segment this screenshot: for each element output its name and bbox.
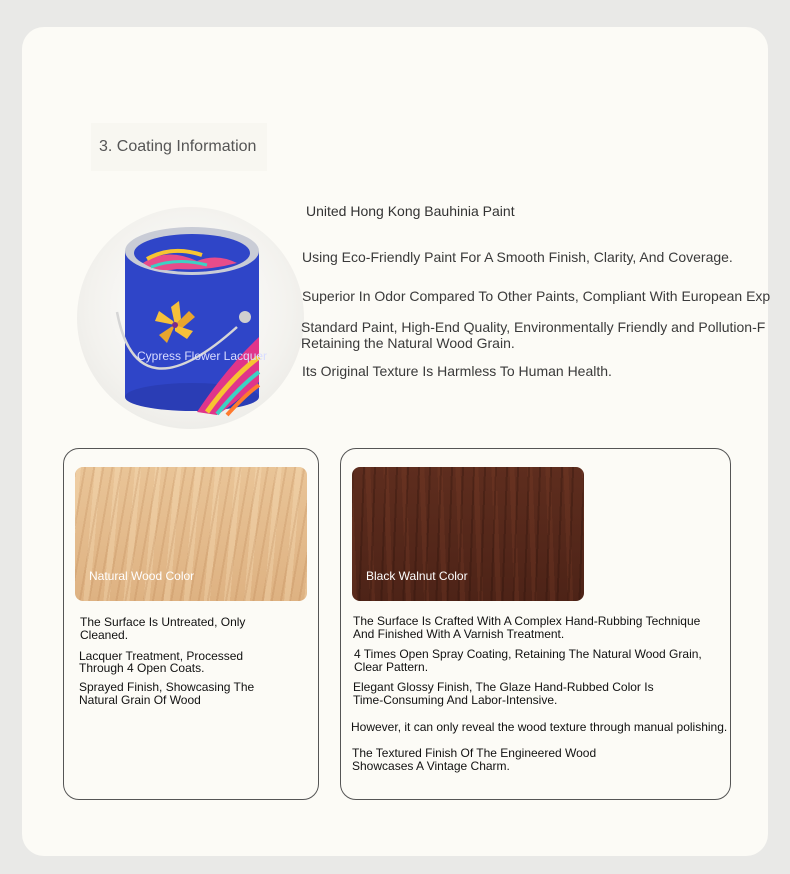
- product-feature-4: Its Original Texture Is Harmless To Human Health.: [302, 363, 612, 379]
- natural-note: Through 4 Open Coats.: [79, 661, 205, 675]
- natural-note: Sprayed Finish, Showcasing The: [79, 680, 255, 694]
- walnut-wood-swatch: [352, 467, 584, 601]
- walnut-note: And Finished With A Varnish Treatment.: [353, 627, 565, 641]
- walnut-note: However, it can only reveal the wood texture through manual polishing.: [351, 720, 728, 734]
- can-label: Cypress Flower Lacquer: [137, 349, 268, 363]
- paint-can-image: [77, 207, 304, 429]
- brand-name: United Hong Kong Bauhinia Paint: [306, 203, 515, 219]
- walnut-note: Elegant Glossy Finish, The Glaze Hand-Rubbed Color Is: [353, 680, 654, 694]
- product-feature-1: Using Eco-Friendly Paint For A Smooth Finish, Clarity, And Coverage.: [302, 249, 733, 265]
- natural-note: Natural Grain Of Wood: [79, 693, 201, 707]
- natural-wood-panel: [63, 448, 319, 800]
- content-card: [22, 27, 771, 856]
- natural-wood-label: Natural Wood Color: [89, 569, 195, 583]
- natural-note: The Surface Is Untreated, Only: [80, 615, 246, 629]
- walnut-note: Showcases A Vintage Charm.: [352, 759, 510, 773]
- product-feature-3b: Retaining the Natural Wood Grain.: [301, 335, 515, 351]
- walnut-note: Clear Pattern.: [354, 660, 429, 674]
- natural-wood-swatch: [75, 467, 307, 601]
- walnut-note: 4 Times Open Spray Coating, Retaining The Natural Wood Grain,: [354, 647, 702, 661]
- walnut-note: The Textured Finish Of The Engineered Wood: [352, 746, 597, 760]
- product-feature-3: Standard Paint, High-End Quality, Environmentally Friendly and Pollution-F: [301, 319, 766, 335]
- section-title: 3. Coating Information: [91, 123, 267, 171]
- walnut-wood-panel: [340, 448, 731, 800]
- natural-note: Lacquer Treatment, Processed: [79, 649, 244, 663]
- walnut-note: Time-Consuming And Labor-Intensive.: [353, 693, 558, 707]
- walnut-note: The Surface Is Crafted With A Complex Hand-Rubbing Technique: [353, 614, 701, 628]
- walnut-wood-label: Black Walnut Color: [366, 569, 468, 583]
- product-feature-2: Superior In Odor Compared To Other Paints, Compliant With European Exp: [302, 288, 771, 304]
- paint-can-graphic: [77, 207, 304, 429]
- natural-note: Cleaned.: [80, 628, 129, 642]
